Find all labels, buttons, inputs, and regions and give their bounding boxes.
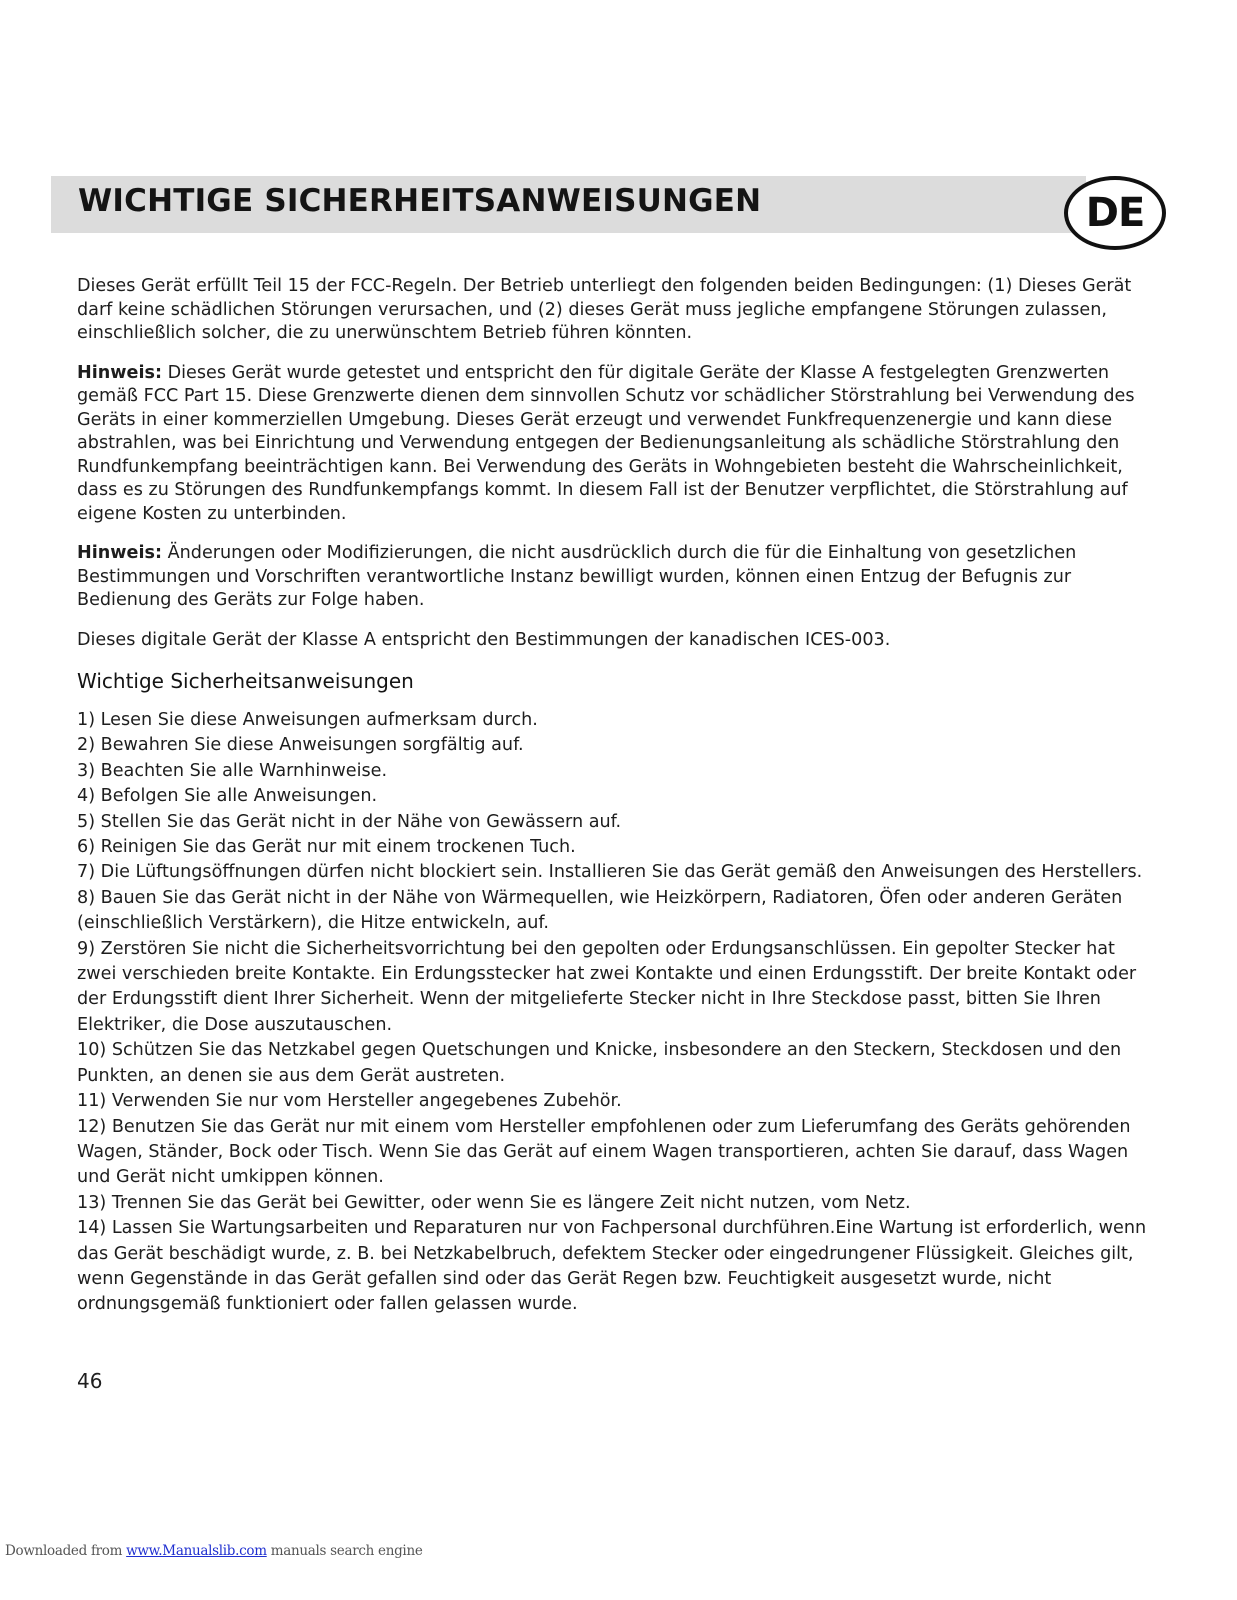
list-item: 9) Zerstören Sie nicht die Sicherheitsvorrichtung bei den gepolten oder Erdungsanschlüssen. Ein gepolter Stecker hat zwei verschieden breite Kontakte. Ein Erdungsstecker hat zwei Kontakte und einen Erdungsstift. Der breite Kontakt oder der Erdungsstift dient Ihrer Sicherheit. Wenn der mitgelieferte Stecker nicht in Ihre Steckdose passt, bitten Sie Ihren Elektriker, die Dose auszutauschen. bbox=[77, 938, 1137, 1035]
list-item: 1) Lesen Sie diese Anweisungen aufmerksam durch. bbox=[77, 710, 538, 730]
page-title: WICHTIGE SICHERHEITSANWEISUNGEN bbox=[78, 183, 762, 219]
note-text: Änderungen oder Modifizierungen, die nicht ausdrücklich durch die für die Einhaltung von gesetzlichen Bestimmungen und Vorschriften verantwortliche Instanz bewilligt wurden, können einen Entzug der Befugnis zur Bedienung des Geräts zur Folge haben. bbox=[77, 543, 1077, 610]
list-item: 4) Befolgen Sie alle Anweisungen. bbox=[77, 786, 378, 807]
section-heading: Wichtige Sicherheitsanweisungen bbox=[77, 669, 414, 693]
note-label: Hinweis: bbox=[77, 362, 163, 383]
language-badge: DE bbox=[1064, 176, 1166, 250]
note-label: Hinweis: bbox=[77, 543, 163, 563]
list-item: 3) Beachten Sie alle Warnhinweise. bbox=[77, 760, 388, 781]
footer-prefix: Downloaded from bbox=[5, 1543, 127, 1559]
list-item: 11) Verwenden Sie nur vom Hersteller angegebenes Zubehör. bbox=[77, 1091, 622, 1112]
list-item: 10) Schützen Sie das Netzkabel gegen Quetschungen und Knicke, insbesondere an den Steckern, Steckdosen und den Punkten, an denen sie aus dem Gerät austreten. bbox=[77, 1040, 1122, 1086]
manualslib-link[interactable]: www.Manualslib.com bbox=[126, 1543, 267, 1559]
list-item: 6) Reinigen Sie das Gerät nur mit einem trockenen Tuch. bbox=[77, 837, 576, 858]
list-item: 8) Bauen Sie das Gerät nicht in der Nähe von Wärmequellen, wie Heizkörpern, Radiatoren, Öfen oder anderen Geräten (einschließlich Verstärkern), die Hitze entwickeln, auf. bbox=[77, 887, 1123, 934]
download-footer bbox=[5, 1543, 423, 1559]
note-paragraph-1 bbox=[77, 362, 1152, 527]
footer-suffix: manuals search engine bbox=[266, 1543, 423, 1559]
list-item: 7) Die Lüftungsöffnungen dürfen nicht blockiert sein. Installieren Sie das Gerät gemäß den Anweisungen des Herstellers. bbox=[77, 862, 1143, 883]
list-item: 5) Stellen Sie das Gerät nicht in der Nähe von Gewässern auf. bbox=[77, 811, 622, 832]
note-paragraph-2 bbox=[77, 542, 1152, 613]
list-item: 2) Bewahren Sie diese Anweisungen sorgfältig auf. bbox=[77, 735, 524, 756]
main-content bbox=[77, 275, 1152, 1318]
page-number: 46 bbox=[77, 1369, 103, 1393]
list-item: 12) Benutzen Sie das Gerät nur mit einem vom Hersteller empfohlenen oder zum Lieferumfang des Geräts gehörenden Wagen, Ständer, Bock oder Tisch. Wenn Sie das Gerät auf einem Wagen transportieren, achten Sie darauf, dass Wagen und Gerät nicht umkippen können. bbox=[77, 1116, 1131, 1188]
note-text: Dieses Gerät wurde getestet und entspricht den für digitale Geräte der Klasse A festgelegten Grenzwerten gemäß FCC Part 15. Diese Grenzwerte dienen dem sinnvollen Schutz vor schädlicher Störstrahlung bei Verwendung des Geräts in einer kommerziellen Umgebung. Dieses Gerät erzeugt und verwendet Funkfrequenzenergie und kann diese abstrahlen, was bei Einrichtung und Verwendung entgegen der Bedienungsanleitung als schädliche Störstrahlung den Rundfunkempfang beeinträchtigen kann. Bei Verwendung des Geräts in Wohngebieten besteht die Wahrscheinlichkeit, dass es zu Störungen des Rundfunkempfangs kommt. In diesem Fall ist der Benutzer verpflichtet, die Störstrahlung auf eigene Kosten zu unterbinden. bbox=[77, 362, 1135, 524]
safety-instructions-list bbox=[77, 708, 1152, 1318]
fcc-intro-paragraph: Dieses Gerät erfüllt Teil 15 der FCC-Regeln. Der Betrieb unterliegt den folgenden beiden Bedingungen: (1) Dieses Gerät darf keine schädlichen Störungen verursachen, und (2) dieses Gerät muss jegliche empfangene Störungen zulassen, einschließlich solcher, die zu unerwünschtem Betrieb führen könnten. bbox=[77, 276, 1132, 343]
list-item: 14) Lassen Sie Wartungsarbeiten und Reparaturen nur von Fachpersonal durchführen.Eine Wartung ist erforderlich, wenn das Gerät beschädigt wurde, z. B. bei Netzkabelbruch, defektem Stecker oder eingedrungener Flüssigkeit. Gleiches gilt, wenn Gegenstände in das Gerät gefallen sind oder das Gerät Regen bzw. Feuchtigkeit ausgesetzt wurde, nicht ordnungsgemäß funktioniert oder fallen gelassen wurde. bbox=[77, 1218, 1147, 1315]
ices-paragraph: Dieses digitale Gerät der Klasse A entspricht den Bestimmungen der kanadischen ICES-003. bbox=[77, 629, 891, 650]
list-item: 13) Trennen Sie das Gerät bei Gewitter, oder wenn Sie es längere Zeit nicht nutzen, vom Netz. bbox=[77, 1192, 911, 1213]
